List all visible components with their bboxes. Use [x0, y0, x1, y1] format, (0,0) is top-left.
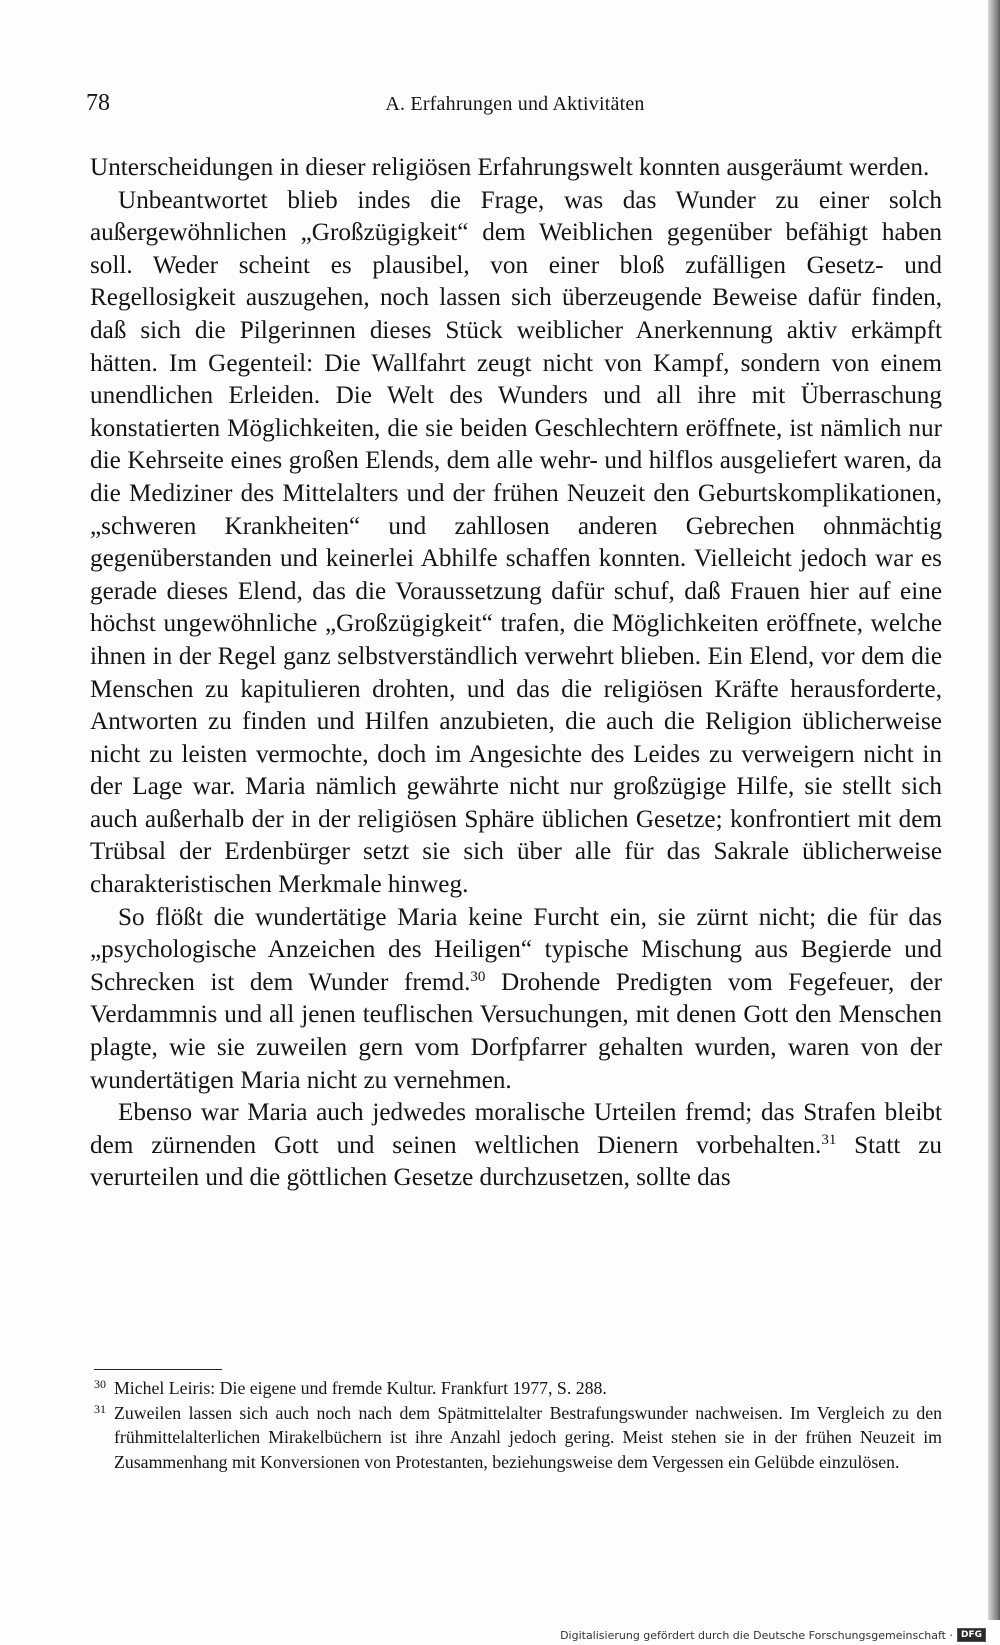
scan-edge-shadow — [988, 0, 1000, 1620]
digitization-credit — [560, 1628, 986, 1642]
footnote-text: Zuweilen lassen sich auch noch nach dem Spätmittelalter Bestrafungswunder nachweisen. Im Vergleich zu den frühmittelalterlichen Mirakelbüchern ist ihre Anzahl jedoch gering. Meist stehen sie in der frühen Neuzeit im Zusammenhang mit Konversionen von Protestanten, beziehungsweise dem Vergessen ein Gelübde einzulösen. — [114, 1402, 942, 1472]
footnotes — [94, 1376, 942, 1474]
body-text — [90, 152, 942, 1195]
paragraph-text: Ebenso war Maria auch jedwedes moralische Urteilen fremd; das Strafen bleibt dem zürnenden Gott und seinen weltlichen Dienern vorbehalten. — [90, 1099, 942, 1159]
paragraph-text: Statt zu verurteilen und die göttlichen Gesetze durchzusetzen, sollte das — [90, 1131, 942, 1192]
footnote-text: Michel Leiris: Die eigene und fremde Kultur. Frankfurt 1977, S. 288. — [114, 1378, 607, 1398]
credit-text: Digitalisierung gefördert durch die Deutsche Forschungsgemeinschaft · — [560, 1628, 953, 1642]
page-header — [86, 90, 944, 126]
footnote-number: 31 — [94, 1401, 106, 1416]
page-number: 78 — [86, 90, 110, 116]
paragraph-text: Drohende Predigten vom Fegefeuer, der Verdammnis und all jenen teuflischen Versuchungen, mit denen Gott den Menschen plagte, wie sie zuweilen gern vom Dorfpfarrer gehalten wurden, waren von der wundertätigen Maria nicht zu vernehmen. — [90, 968, 943, 1094]
dfg-logo: DFG — [957, 1628, 986, 1642]
paragraph: Unterscheidungen in dieser religiösen Erfahrungswelt konnten ausgeräumt werden. — [90, 154, 930, 181]
paragraph-text: So flößt die wundertätige Maria keine Furcht ein, sie zürnt nicht; die für das „psychologische Anzeichen des Heiligen“ typische Mischung aus Begierde und Schrecken ist dem Wunder fremd. — [90, 903, 942, 996]
footnote-number: 30 — [94, 1377, 106, 1391]
footnote — [94, 1376, 942, 1401]
footnote-reference: 31 — [821, 1131, 837, 1148]
paragraph — [90, 902, 942, 1098]
footnote — [94, 1401, 942, 1475]
footnote-reference: 30 — [470, 968, 486, 985]
running-head: A. Erfahrungen und Aktivitäten — [385, 93, 645, 115]
paragraph: Unbeantwortet blieb indes die Frage, was das Wunder zu einer solch außergewöhnlichen „Großzügigkeit“ dem Weiblichen gegenüber befähigt haben soll. Weder scheint es plausibel, von einer bloß zufälligen Gesetz- und Regellosigkeit auszugehen, noch lassen sich überzeugende Beweise dafür finden, daß sich die Pilgerinnen dieses Stück weiblicher Anerkennung aktiv erkämpft hätten. Im Gegenteil: Die Wallfahrt zeugt nicht von Kampf, sondern von einem unendlichen Erleiden. Die Welt des Wunders und all ihre mit Überraschung konstatierten Möglichkeiten, die sie beiden Geschlechtern eröffnete, ist nämlich nur die Kehrseite eines großen Elends, dem alle wehr- und hilflos ausgeliefert waren, da die Mediziner des Mittelalters und der frühen Neuzeit den Geburtskomplikationen, „schweren Krankheiten“ und zahllosen anderen Gebrechen ohnmächtig gegenüberstanden und keinerlei Abhilfe schaffen konnten. Vielleicht jedoch war es gerade dieses Elend, das die Voraussetzung dafür schuf, daß Frauen hier auf eine höchst ungewöhnliche „Großzügigkeit“ trafen, die Möglichkeiten eröffnete, welche ihnen in der Regel ganz selbstverständlich verwehrt blieben. Ein Elend, vor dem die Menschen zu kapitulieren drohten, und das die religiösen Kräfte herausforderte, Antworten zu finden und Hilfen anzubieten, die auch die Religion üblicherweise nicht zu leisten vermochte, doch im Angesichte des Leides zu verweigern nicht in der Lage war. Maria nämlich gewährte nicht nur großzügige Hilfe, sie stellt sich auch außerhalb der in der religiösen Sphäre üblichen Gesetze; konfrontiert mit dem Trübsal der Erdenbürger setzt sie sich über alle für das Sakrale üblicherweise charakteristischen Merkmale hinweg. — [90, 186, 942, 899]
paragraph — [90, 1097, 942, 1195]
footnote-separator — [94, 1369, 222, 1370]
